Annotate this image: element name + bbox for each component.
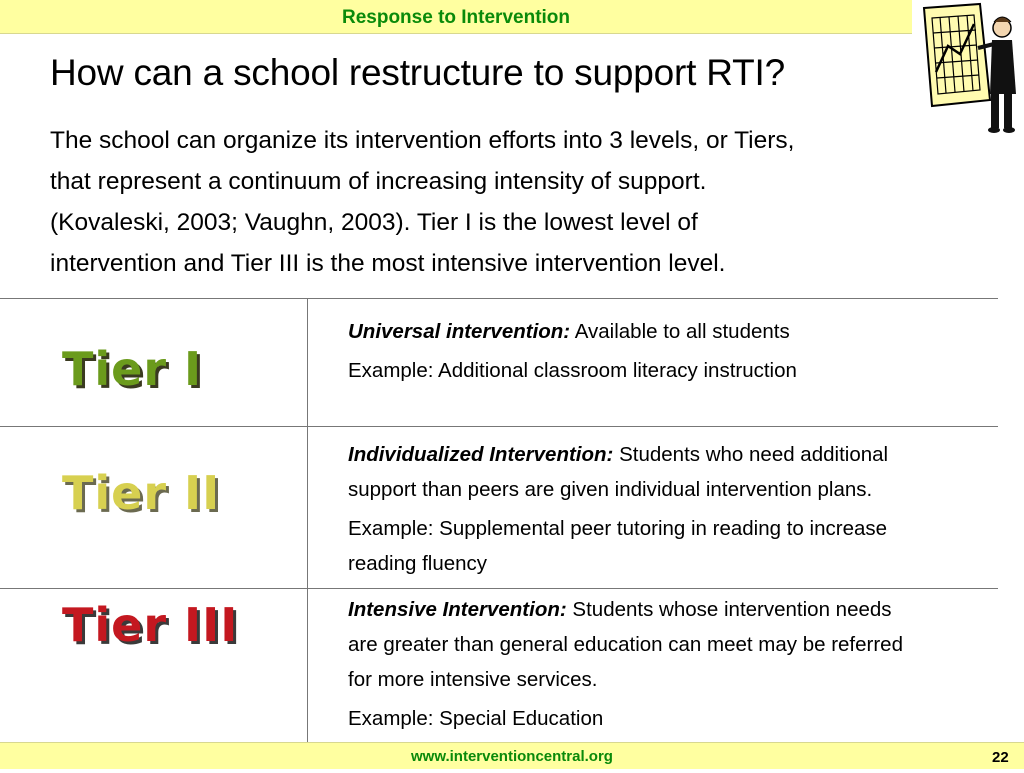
header-title: Response to Intervention (341, 7, 571, 28)
tier-3-desc-line: are greater than general education can meet may be referred (348, 633, 903, 656)
table-column-divider (307, 298, 308, 742)
intro-line: intervention and Tier III is the most intensive intervention level. (50, 250, 726, 277)
tier-2-desc-line: support than peers are given individual intervention plans. (348, 478, 873, 501)
header-bar (0, 0, 912, 34)
table-divider (0, 298, 998, 299)
tier-3-desc-line: Students whose intervention needs (572, 598, 892, 621)
page-number: 22 (992, 749, 1009, 766)
tier-2-label: Tier II (62, 466, 221, 520)
footer-url-link[interactable]: www.interventioncentral.org (411, 748, 613, 765)
footer-bar (0, 742, 1024, 769)
page-title: How can a school restructure to support RTI? (50, 52, 785, 93)
tier-2-heading: Individualized Intervention: (348, 443, 614, 466)
tier-1-label: Tier I (62, 342, 203, 396)
intro-line: (Kovaleski, 2003; Vaughn, 2003). Tier I is the lowest level of (50, 209, 698, 236)
table-divider (0, 588, 998, 589)
tier-2-description (348, 437, 988, 581)
tier-2-desc-line: Students who need additional (619, 443, 889, 466)
tier-3-example: Example: Special Education (348, 707, 604, 730)
tier-3-desc-line: for more intensive services. (348, 668, 598, 691)
tier-2-example: Example: Supplemental peer tutoring in reading to increase (348, 517, 888, 540)
tier-2-example: reading fluency (348, 552, 488, 575)
tier-3-label: Tier III (62, 598, 239, 652)
intro-paragraph (50, 120, 920, 284)
tier-1-desc-line: Available to all students (574, 320, 790, 343)
tier-3-description (348, 592, 988, 736)
table-divider (0, 426, 998, 427)
tier-table (0, 298, 998, 742)
intro-line: The school can organize its intervention efforts into 3 levels, or Tiers, (50, 127, 795, 154)
tier-1-description (348, 314, 988, 388)
tier-1-example: Example: Additional classroom literacy instruction (348, 359, 797, 382)
presenter-chart-clipart-icon (918, 2, 1024, 137)
tier-1-heading: Universal intervention: (348, 320, 571, 343)
tier-3-heading: Intensive Intervention: (348, 598, 567, 621)
intro-line: that represent a continuum of increasing intensity of support. (50, 168, 707, 195)
